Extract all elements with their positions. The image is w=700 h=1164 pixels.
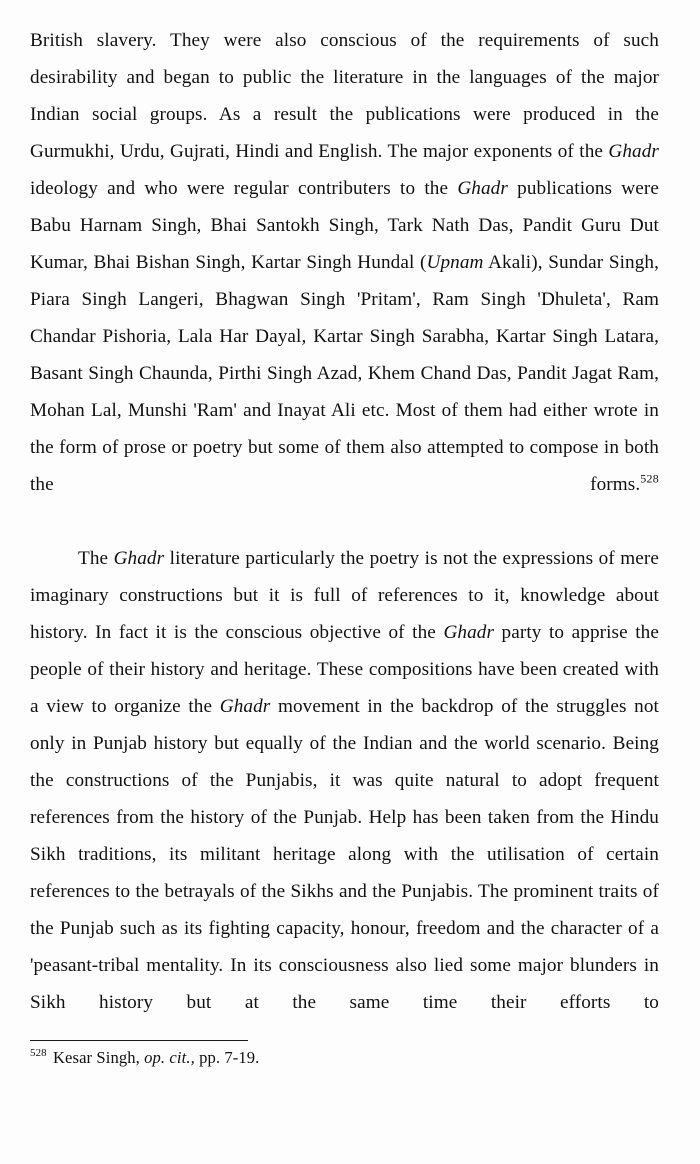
- italic-run: Ghadr: [457, 178, 508, 199]
- text-run: pp. 7-19.: [194, 1048, 260, 1067]
- italic-run: Ghadr: [219, 696, 271, 717]
- text-run: Kesar Singh,: [48, 1048, 145, 1067]
- italic-run: Upnam: [426, 252, 484, 273]
- footnote-reference-marker: 528: [640, 471, 659, 486]
- italic-run: Ghadr: [113, 548, 165, 569]
- paragraph-list: [30, 22, 659, 1058]
- text-run: ideology and who were regular contributers to the: [30, 178, 458, 199]
- footnote-text: [49, 1048, 260, 1067]
- body-text-block: [30, 22, 659, 1058]
- text-run: party to apprise the people of their history and heritage. These compositions have been created with a view to organize the: [30, 622, 659, 717]
- text-run: The: [78, 548, 114, 569]
- paragraph-1: [30, 22, 659, 540]
- text-run: publications were Babu Harnam Singh, Bhai Santokh Singh, Tark Nath Das, Pandit Guru Dut Kumar, Bhai Bishan Singh, Kartar Singh Hundal (: [30, 178, 659, 273]
- text-run: literature particularly the poetry is not the expressions of mere imaginary constructions but it is full of references to it, knowledge about history. In fact it is the conscious objective of the: [30, 548, 659, 643]
- text-run: movement in the backdrop of the struggles not only in Punjab history but equally of the Indian and the world scenario. Being the constructions of the Punjabis, it was quite natural to adopt frequent references from the history of the Punjab. Help has been taken from the Hindu Sikh traditions, its militant heritage along with the utilisation of certain references to the betrayals of the Sikhs and the Punjabis. The prominent traits of the Punjab such as its fighting capacity, honour, freedom and the character of a 'peasant-tribal mentality. In its consciousness also lied some major blunders in Sikh history but at the same time their efforts to: [30, 696, 659, 1013]
- text-run: British slavery. They were also conscious of the requirements of such desirability and began to public the literature in the languages of the major Indian social groups. As a result the publications were produced in the Gurmukhi, Urdu, Gujrati, Hindi and English. The major exponents of the: [30, 30, 659, 162]
- footnote-entry: [30, 1047, 659, 1069]
- text-run: Akali), Sundar Singh, Piara Singh Langeri, Bhagwan Singh 'Pritam', Ram Singh 'Dhuleta', Ram Chandar Pishoria, Lala Har Dayal, Kartar Singh Sarabha, Kartar Singh Latara, Basant Singh Chaunda, Pirthi Singh Azad, Khem Chand Das, Pandit Jagat Ram, Mohan Lal, Munshi 'Ram' and Inayat Ali etc. Most of them had either wrote in the form of prose or poetry but some of them also attempted to compose in both the forms.: [30, 252, 660, 495]
- footnote-area: [30, 1040, 659, 1069]
- italic-run: Ghadr: [443, 622, 495, 643]
- paragraph-2: [30, 540, 659, 1058]
- footnote-number: 528: [30, 1047, 47, 1060]
- italic-run: Ghadr: [608, 141, 659, 162]
- footnote-separator-rule: [30, 1040, 248, 1041]
- italic-run: op. cit.,: [144, 1048, 195, 1067]
